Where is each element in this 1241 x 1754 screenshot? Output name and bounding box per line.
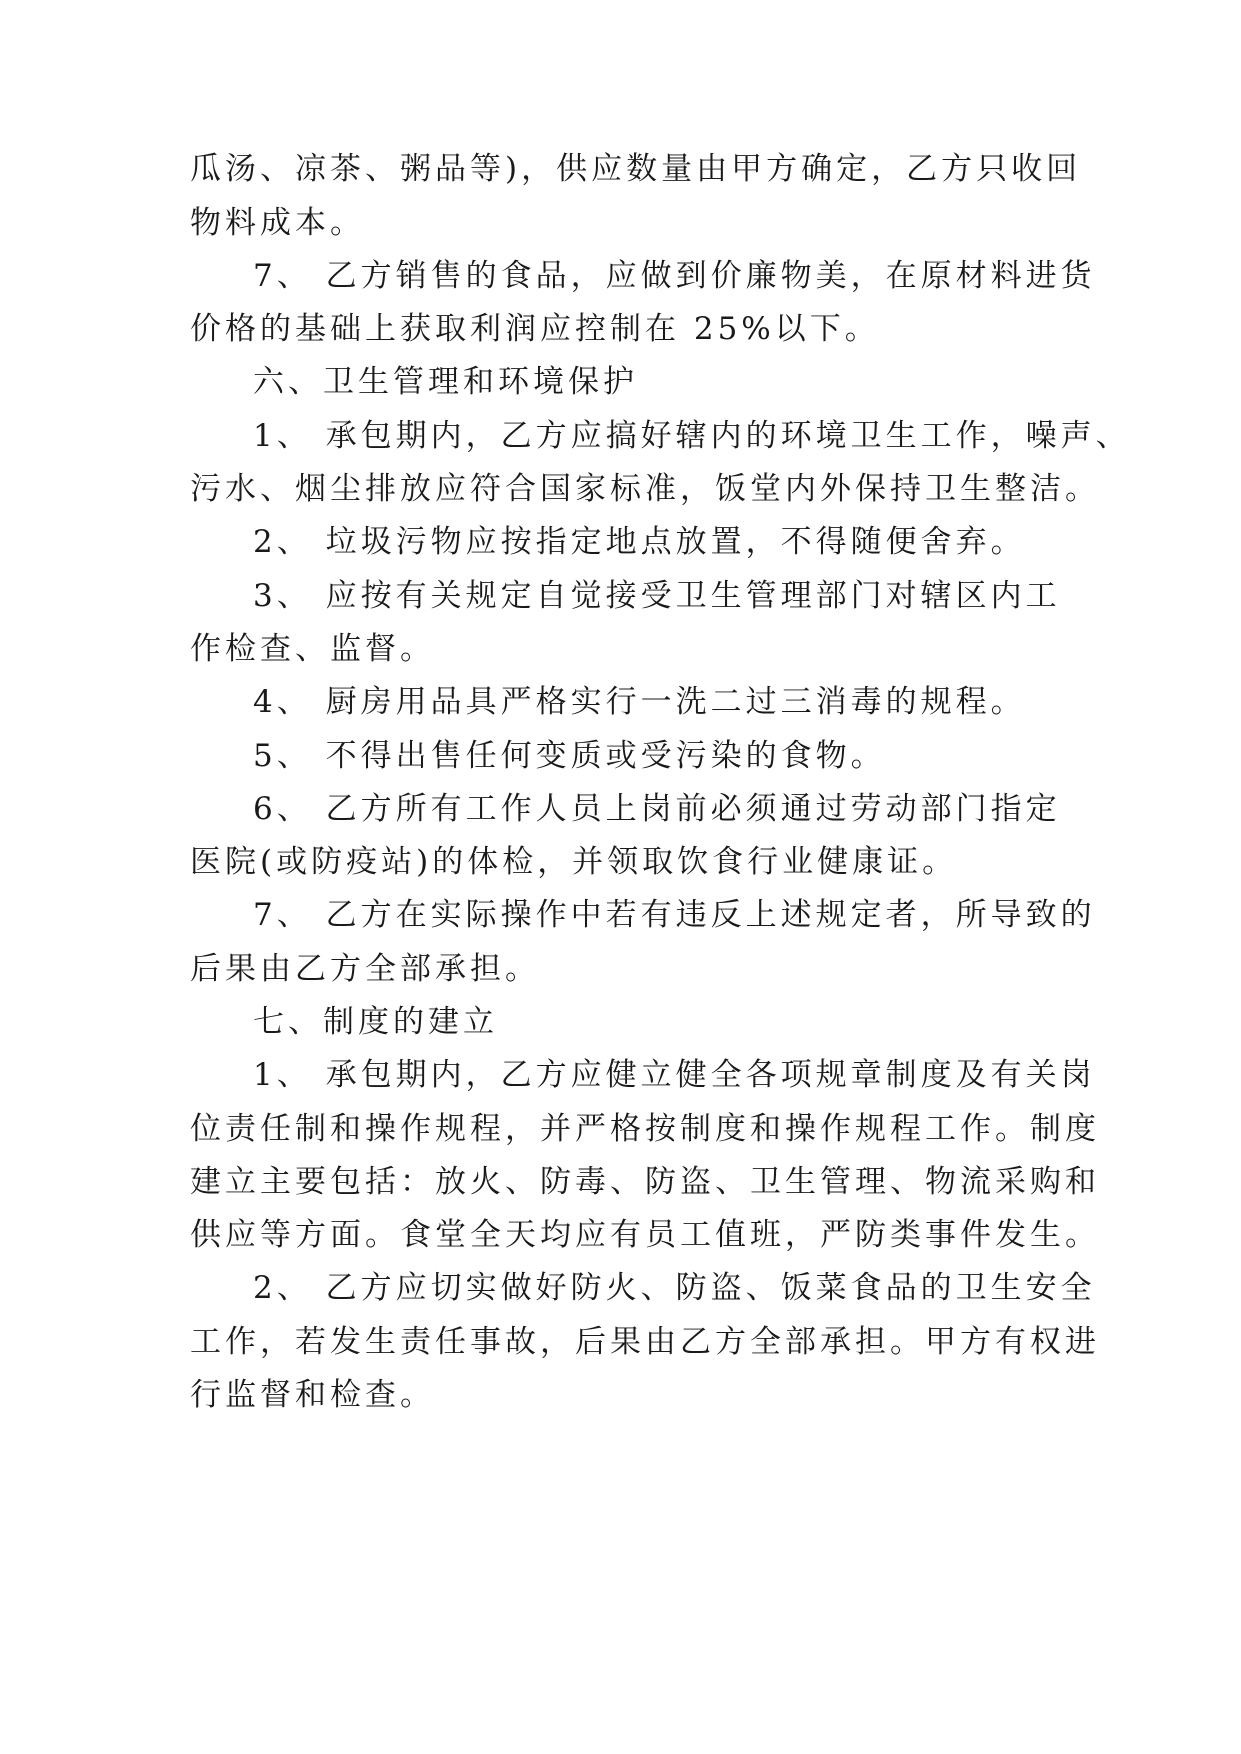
text-line: 2、 乙方应切实做好防火、防盗、饭菜食品的卫生安全 (253, 1270, 1096, 1306)
text-line: 3、 应按有关规定自觉接受卫生管理部门对辖区内工 (253, 578, 1061, 614)
text-line: 物料成本。 (190, 205, 365, 241)
text-line: 价格的基础上获取利润应控制在 25%以下。 (190, 311, 880, 347)
text-line: 4、 厨房用品具严格实行一洗二过三消毒的规程。 (253, 684, 1026, 720)
text-line: 2、 垃圾污物应按指定地点放置，不得随便舍弃。 (253, 524, 1026, 560)
text-line: 1、 承包期内，乙方应健立健全各项规章制度及有关岗 (253, 1057, 1096, 1093)
text-line: 建立主要包括：放火、防毒、防盗、卫生管理、物流采购和 (190, 1164, 1100, 1200)
text-line: 5、 不得出售任何变质或受污染的食物。 (253, 738, 886, 774)
section-heading: 六、卫生管理和环境保护 (253, 364, 638, 400)
text-line: 供应等方面。食堂全天均应有员工值班，严防类事件发生。 (190, 1217, 1100, 1253)
text-line: 位责任制和操作规程，并严格按制度和操作规程工作。制度 (190, 1111, 1100, 1147)
section-heading: 七、制度的建立 (253, 1004, 498, 1040)
text-line: 7、 乙方销售的食品，应做到价廉物美，在原材料进货 (253, 258, 1096, 294)
text-line: 7、 乙方在实际操作中若有违反上述规定者，所导致的 (253, 897, 1096, 933)
text-line: 6、 乙方所有工作人员上岗前必须通过劳动部门指定 (253, 791, 1061, 827)
text-line: 作检查、监督。 (190, 631, 435, 667)
text-line: 医院(或防疫站)的体检，并领取饮食行业健康证。 (190, 844, 958, 880)
text-line: 1、 承包期内，乙方应搞好辖内的环境卫生工作，噪声、 (253, 418, 1131, 454)
text-line: 后果由乙方全部承担。 (190, 951, 540, 987)
text-line: 行监督和检查。 (190, 1377, 435, 1413)
text-line: 工作，若发生责任事故，后果由乙方全部承担。甲方有权进 (190, 1324, 1100, 1360)
text-line: 瓜汤、凉茶、粥品等)，供应数量由甲方确定，乙方只收回 (190, 151, 1082, 187)
text-line: 污水、烟尘排放应符合国家标准，饭堂内外保持卫生整洁。 (190, 471, 1100, 507)
